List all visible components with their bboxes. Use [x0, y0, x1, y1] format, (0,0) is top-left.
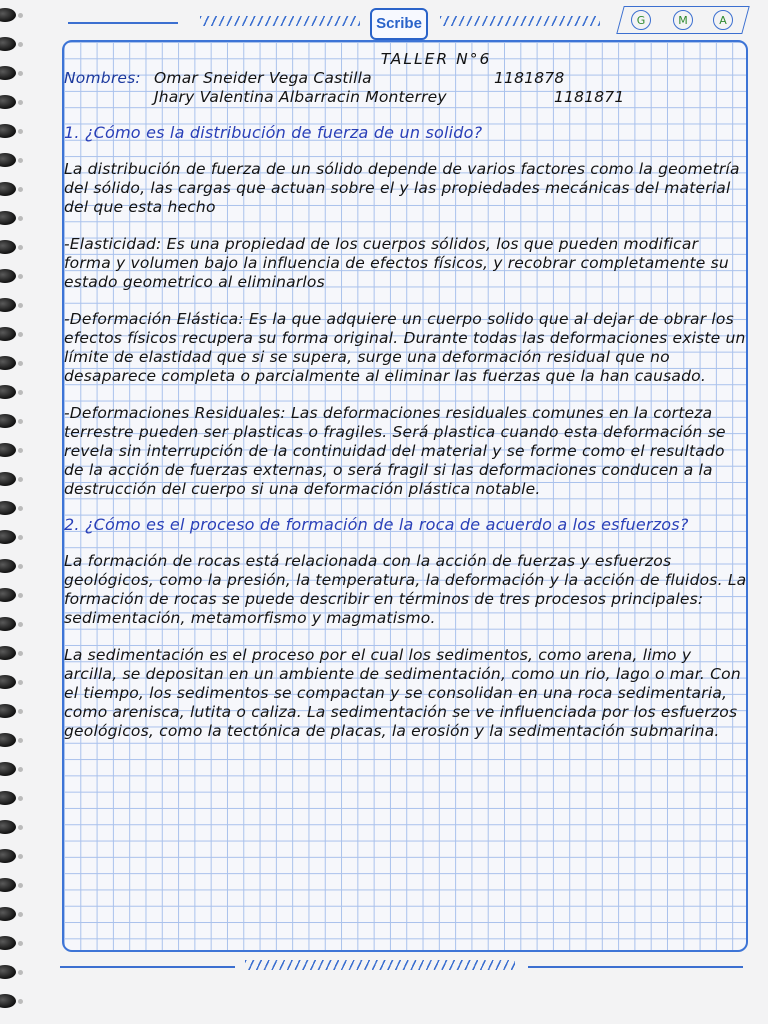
- binding-hole: [18, 100, 23, 105]
- spiral-ring: [0, 994, 16, 1008]
- subject-tags: [616, 6, 750, 34]
- spiral-ring: [0, 95, 16, 109]
- binding-hole: [18, 245, 23, 250]
- binding-hole: [18, 825, 23, 830]
- binding-hole: [18, 767, 23, 772]
- spiral-ring: [0, 356, 16, 370]
- spiral-ring: [0, 820, 16, 834]
- answer-1-deformacion-elastica: -Deformación Elástica: Es la que adquiere un cuerpo solido que al dejar de obrar los efectos físicos recupera su forma original. Durante todas las deformaciones existe un límite de elastidad que si se supera, surge una deformación residual que no desaparece completa o parcialmente al eliminar las fuerzas que la han causado.: [64, 310, 746, 385]
- worksheet-content: [64, 50, 748, 741]
- binding-hole: [18, 187, 23, 192]
- binding-hole: [18, 13, 23, 18]
- question-1: 1. ¿Cómo es la distribución de fuerza de un solido?: [64, 123, 483, 142]
- binding-hole: [18, 71, 23, 76]
- tag-a: A: [713, 10, 733, 30]
- binding-hole: [18, 419, 23, 424]
- spiral-ring: [0, 907, 16, 921]
- binding-hole: [18, 448, 23, 453]
- answer-1-elasticidad: -Elasticidad: Es una propiedad de los cuerpos sólidos, los que pueden modificar forma y volumen bajo la influencia de efectos físicos, y recobrar completamente su estado geometrico al eliminarlos: [64, 235, 729, 291]
- spiral-binding: [0, 0, 26, 1024]
- answer-2-intro: La formación de rocas está relacionada con la acción de fuerzas y esfuerzos geológicos, como la presión, la temperatura, la deformación y la acción de fluidos. La formación de rocas se puede describir en términos de tres procesos principales: sedimentación, metamorfismo y magmatismo.: [64, 552, 747, 627]
- binding-hole: [18, 361, 23, 366]
- binding-hole: [18, 593, 23, 598]
- student-1-name: Omar Sneider Vega Castilla: [154, 69, 372, 87]
- spiral-ring: [0, 530, 16, 544]
- binding-hole: [18, 680, 23, 685]
- binding-hole: [18, 303, 23, 308]
- spiral-ring: [0, 791, 16, 805]
- tag-g: G: [631, 10, 651, 30]
- spiral-ring: [0, 472, 16, 486]
- binding-hole: [18, 651, 23, 656]
- spiral-ring: [0, 153, 16, 167]
- binding-hole: [18, 477, 23, 482]
- spiral-ring: [0, 8, 16, 22]
- binding-hole: [18, 941, 23, 946]
- student-1-code: 1181878: [494, 69, 565, 87]
- spiral-ring: [0, 762, 16, 776]
- binding-hole: [18, 216, 23, 221]
- header-hatch-left: [200, 16, 360, 26]
- spiral-ring: [0, 124, 16, 138]
- binding-hole: [18, 796, 23, 801]
- answer-2-sedimentacion: La sedimentación es el proceso por el cual los sedimentos, como arena, limo y arcilla, se depositan en un ambiente de sedimentación, como un rio, lago o mar. Con el tiempo, los sedimentos se compactan y se consolidan en una roca sedimentaria, como arenisca, lutita o caliza. La sedimentación se ve influenciada por los esfuerzos geológicos, como la tectónica de placas, la erosión y la sedimentación submarina.: [64, 646, 741, 740]
- spiral-ring: [0, 878, 16, 892]
- binding-hole: [18, 332, 23, 337]
- spiral-ring: [0, 936, 16, 950]
- spiral-ring: [0, 617, 16, 631]
- binding-hole: [18, 129, 23, 134]
- header-line-left: [68, 22, 178, 24]
- page-title: TALLER N°6: [380, 50, 492, 68]
- spiral-ring: [0, 559, 16, 573]
- names-label: Nombres:: [64, 69, 141, 87]
- spiral-ring: [0, 588, 16, 602]
- binding-hole: [18, 738, 23, 743]
- names-row-2: [64, 88, 748, 107]
- names-row-1: [64, 69, 748, 88]
- spiral-ring: [0, 646, 16, 660]
- tag-m: M: [673, 10, 693, 30]
- binding-hole: [18, 274, 23, 279]
- binding-hole: [18, 506, 23, 511]
- brand-logo: Scribe: [370, 8, 428, 40]
- names-indent: [64, 88, 154, 107]
- footer-line-right: [528, 966, 743, 968]
- answer-1-deformaciones-residuales: -Deformaciones Residuales: Las deformaciones residuales comunes en la corteza terrestre pueden ser plasticas o fragiles. Será plastica cuando esta deformación se revela sin interrupción de la continuidad del material y se forme como el resultado de la acción de fuerzas externas, o será fragil si las deformaciones conducen a la destrucción del cuerpo si una deformación plástica notable.: [64, 404, 726, 498]
- binding-hole: [18, 535, 23, 540]
- spiral-ring: [0, 385, 16, 399]
- spiral-ring: [0, 298, 16, 312]
- student-2-name: Jhary Valentina Albarracin Monterrey: [154, 88, 447, 106]
- spiral-ring: [0, 443, 16, 457]
- spiral-ring: [0, 704, 16, 718]
- binding-hole: [18, 42, 23, 47]
- binding-hole: [18, 883, 23, 888]
- spiral-ring: [0, 327, 16, 341]
- spiral-ring: [0, 182, 16, 196]
- spiral-ring: [0, 965, 16, 979]
- binding-hole: [18, 912, 23, 917]
- spiral-ring: [0, 269, 16, 283]
- spiral-ring: [0, 37, 16, 51]
- question-2: 2. ¿Cómo es el proceso de formación de la roca de acuerdo a los esfuerzos?: [64, 515, 689, 534]
- spiral-ring: [0, 733, 16, 747]
- spiral-ring: [0, 414, 16, 428]
- binding-hole: [18, 999, 23, 1004]
- spiral-ring: [0, 849, 16, 863]
- binding-hole: [18, 854, 23, 859]
- spiral-ring: [0, 240, 16, 254]
- spiral-ring: [0, 501, 16, 515]
- binding-hole: [18, 709, 23, 714]
- spiral-ring: [0, 675, 16, 689]
- binding-hole: [18, 970, 23, 975]
- binding-hole: [18, 390, 23, 395]
- binding-hole: [18, 564, 23, 569]
- header-hatch-right: [440, 16, 600, 26]
- spiral-ring: [0, 211, 16, 225]
- answer-1-intro: La distribución de fuerza de un sólido depende de varios factores como la geometría del sólido, las cargas que actuan sobre el y las propiedades mecánicas del material del que esta hecho: [64, 160, 740, 216]
- footer-line-left: [60, 966, 235, 968]
- binding-hole: [18, 622, 23, 627]
- student-2-code: 1181871: [554, 88, 625, 106]
- binding-hole: [18, 158, 23, 163]
- footer-hatch: [245, 960, 515, 970]
- spiral-ring: [0, 66, 16, 80]
